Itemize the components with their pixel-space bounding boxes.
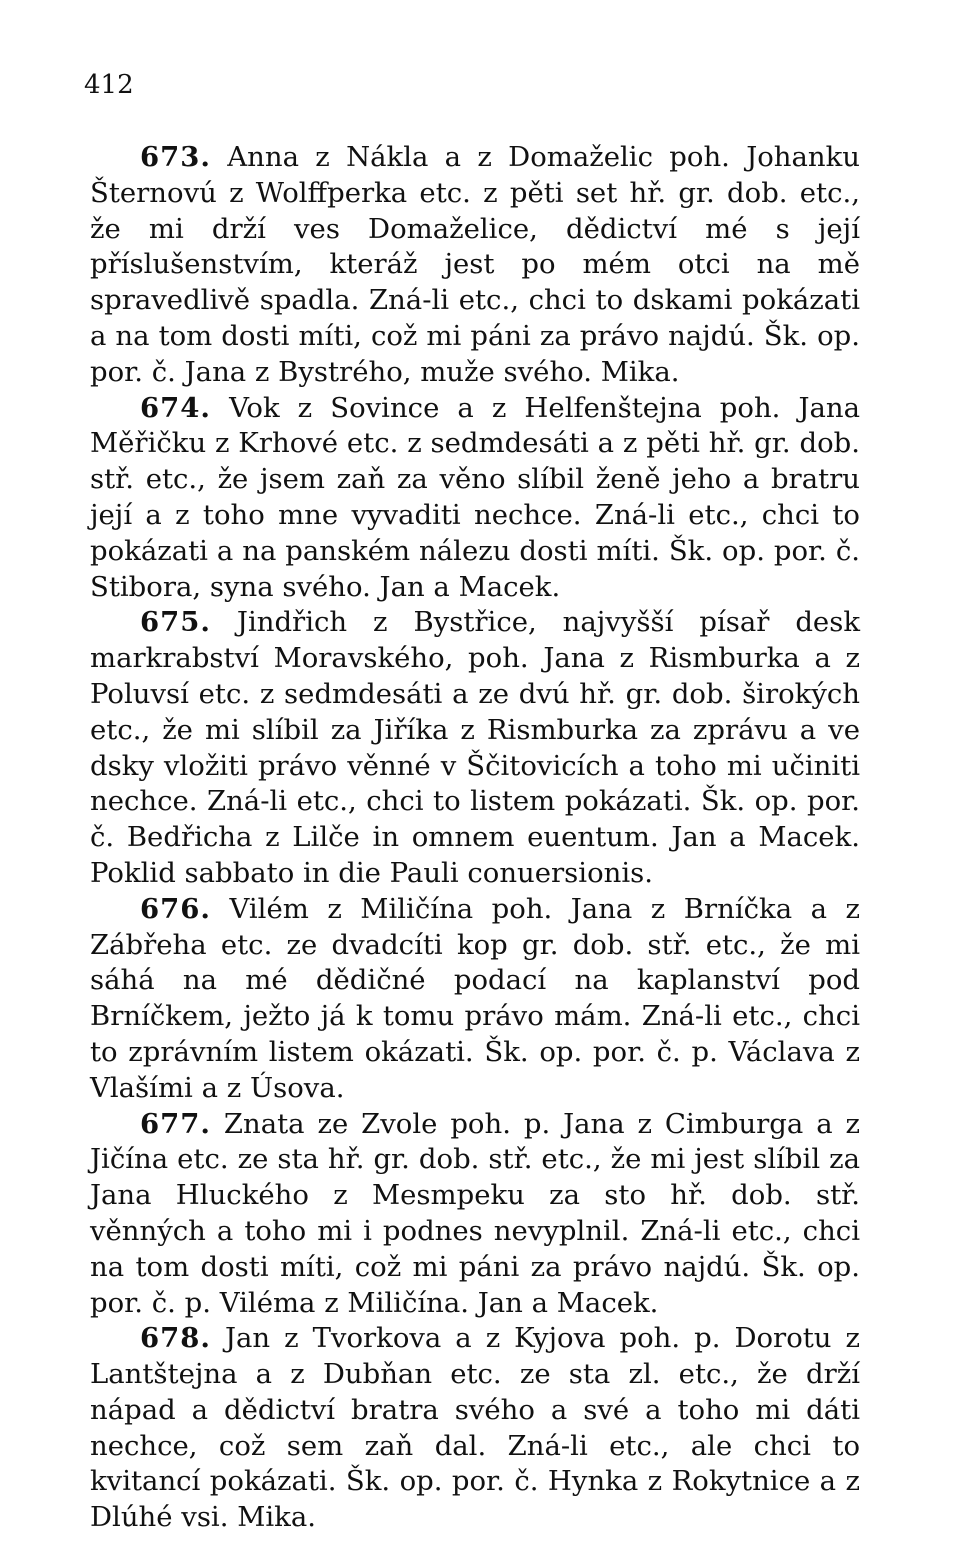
entry-674 [90,391,860,606]
entry-678 [90,1321,860,1536]
page-number: 412 [84,70,134,100]
entry-number: 677. [140,1107,211,1140]
entry-677 [90,1107,860,1322]
entry-text: Vok z Sovince a z Helfenštejna poh. Jana Měřičku z Krhové etc. z sedmdesáti a z pěti hř. gr. dob. stř. etc., že jsem zaň za věno slíbil ženě jeho a bratru její a z toho mne vyvaditi nechce. Zná-li etc., chci to pokázati a na panském nálezu dosti míti. Šk. op. por. č. Stibora, syna svého. Jan a Macek. [90,391,860,603]
entry-text: Vilém z Miličína poh. Jana z Brníčka a z Zábřeha etc. ze dvadcíti kop gr. dob. stř. etc., že mi sáhá na mé dědičné podací na kaplanství pod Brníčkem, ježto já k tomu právo mám. Zná-li etc., chci to zprávním listem okázati. Šk. op. por. č. p. Václava z Vlašími a z Úsova. [90,892,861,1104]
text-block [90,140,860,1536]
entry-text: Jan z Tvorkova a z Kyjova poh. p. Dorotu z Lantštejna a z Dubňan etc. ze sta zl. etc., že drží nápad a dědictví bratra svého a své a toho mi dáti nechce, což sem zaň dal. Zná-li etc., ale chci to kvitancí pokázati. Šk. op. por. č. Hynka z Rokytnice a z Dlúhé vsi. Mika. [90,1322,860,1534]
entry-text: Jindřich z Bystřice, najvyšší písař desk markrabství Moravského, poh. Jana z Rismburka a z Poluvsí etc. z sedmdesáti a ze dvú hř. gr. dob. širokých etc., že mi slíbil za Jiříka z Rismburka za zprávu a ve dsky vložiti právo věnné v Ščitovicích a toho mi učiniti nechce. Zná-li etc., chci to listem pokázati. Šk. op. por. č. Bedřicha z Lilče in omnem euentum. Jan a Macek. Poklid sabbato in die Pauli conuersionis. [90,606,860,889]
entry-number: 673. [140,141,211,173]
entry-675 [90,605,860,891]
entry-number: 675. [140,606,211,639]
entry-number: 678. [140,1322,211,1355]
entry-text: Anna z Nákla a z Domaželic poh. Johanku Šternovú z Wolffperka etc. z pěti set hř. gr. dob. etc., že mi drží ves Domaželice, dědictví mé s její příslušenstvím, kteráž jest po mém otci na mě spravedlivě spadla. Zná-li etc., chci to dskami pokázati a na tom dosti míti, což mi páni za právo najdú. Šk. op. por. č. Jana z Bystrého, muže svého. Mika. [90,141,860,388]
entry-text: Znata ze Zvole poh. p. Jana z Cimburga a z Jičína etc. ze sta hř. gr. dob. stř. etc., že mi jest slíbil za Jana Hluckého z Mesmpeku za sto hř. dob. stř. věnných a toho mi i podnes nevyplnil. Zná-li etc., chci na tom dosti míti, což mi páni za právo najdú. Šk. op. por. č. p. Viléma z Miličína. Jan a Macek. [90,1107,860,1319]
entry-673 [90,140,860,391]
entry-number: 676. [140,892,211,925]
entry-number: 674. [140,391,211,424]
entry-676 [90,892,860,1107]
